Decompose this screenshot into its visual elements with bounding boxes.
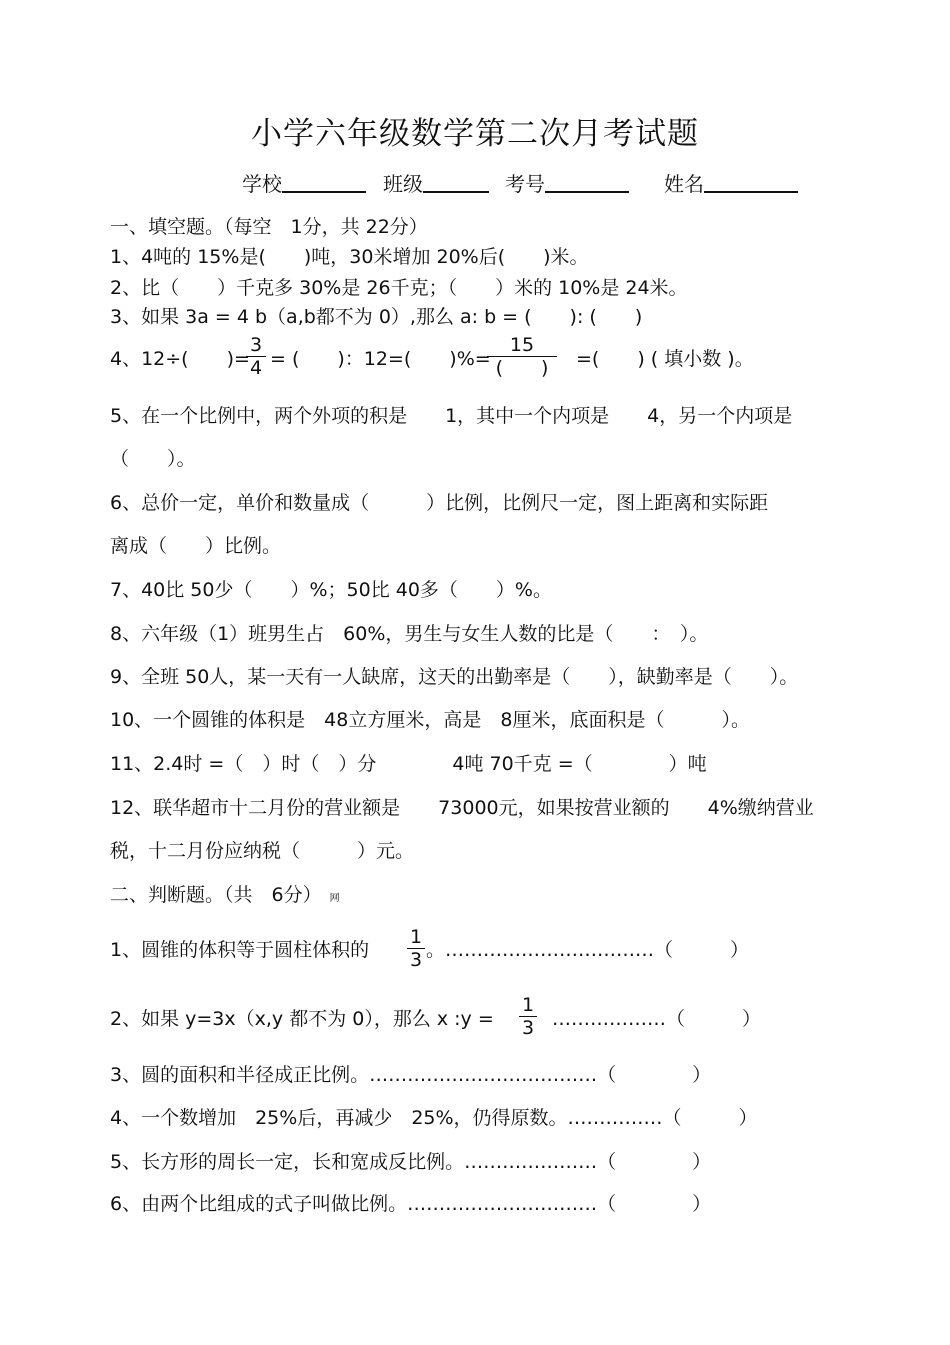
fill-question-8: 8、六年级（1）班男生占 60%，男生与女生人数的比是（ ： ）。 (110, 623, 709, 645)
judge-question-5: 5、长方形的周长一定，长和宽成反比例。…………………（ ） (110, 1151, 712, 1173)
judge-question-1-part-a: 1、圆锥的体积等于圆柱体积的 (110, 939, 370, 961)
fill-question-1: 1、4吨的 15%是( )吨，30米增加 20%后( )米。 (110, 246, 589, 268)
class-label: 班级 (383, 172, 423, 196)
fill-question-12: 12、联华超市十二月份的营业额是 73000元，如果按营业额的 4%缴纳营业 (110, 797, 814, 819)
fill-question-10: 10、一个圆锥的体积是 48立方厘米，高是 8厘米，底面积是（ ）。 (110, 709, 750, 731)
school-label: 学校 (242, 172, 282, 196)
fill-question-9: 9、全班 50人，某一天有一人缺席，这天的出勤率是（ ），缺勤率是（ ）。 (110, 666, 799, 688)
fraction-fifteen-over-blank (487, 334, 557, 379)
fill-question-4-part-a: 4、12÷( )= (110, 348, 250, 370)
section2-heading-mark: 网 (329, 893, 340, 904)
fill-question-6-continued: 离成（ ）比例。 (110, 535, 282, 557)
judge-question-4: 4、一个数增加 25%后，再减少 25%，仍得原数。……………（ ） (110, 1107, 758, 1129)
fraction-denominator: ( ) (487, 356, 557, 379)
fraction-denominator: 3 (519, 1016, 537, 1039)
judge-question-3: 3、圆的面积和半径成正比例。………………………………（ ） (110, 1064, 712, 1086)
judge-question-6: 6、由两个比组成的式子叫做比例。…………………………（ ） (110, 1193, 712, 1215)
judge-question-2-part-b: ………………（ ） (552, 1008, 762, 1030)
number-field (505, 171, 629, 197)
fill-question-7: 7、40比 50少（ ）%；50比 40多（ ）%。 (110, 579, 552, 601)
fraction-one-third (407, 926, 425, 971)
class-field (383, 171, 489, 197)
section2-heading-text: 二、判断题。（共 6分） (110, 884, 322, 906)
fill-question-2: 2、比（ ）千克多 30%是 26千克；（ ）米的 10%是 24米。 (110, 277, 688, 299)
fill-question-3: 3、如果 3a = 4 b（a,b都不为 0）,那么 a: b = ( ): ( ) (110, 306, 643, 328)
fill-question-5-continued: （ ）。 (110, 448, 196, 470)
section2-heading (110, 883, 340, 911)
fill-question-12-continued: 税，十二月份应纳税（ ）元。 (110, 840, 415, 862)
fraction-denominator: 4 (246, 356, 266, 379)
fill-question-4-part-c: =( ) ( 填小数 )。 (576, 348, 754, 370)
name-label: 姓名 (664, 172, 704, 196)
class-blank[interactable] (423, 171, 489, 193)
fraction-three-quarters (246, 334, 266, 379)
page-title: 小学六年级数学第二次月考试题 (251, 116, 699, 152)
judge-question-1-part-b: 。……………………………（ ） (426, 939, 750, 961)
fraction-one-third (519, 994, 537, 1039)
school-blank[interactable] (282, 171, 366, 193)
section1-heading: 一、填空题。（每空 1分，共 22分） (110, 216, 428, 238)
name-field (664, 171, 798, 197)
judge-question-2-part-a: 2、如果 y=3x（x,y 都不为 0），那么 x :y = (110, 1008, 494, 1030)
fraction-numerator: 3 (249, 334, 263, 356)
number-label: 考号 (505, 172, 545, 196)
number-blank[interactable] (545, 171, 629, 193)
school-field (242, 171, 366, 197)
fraction-numerator: 15 (509, 334, 535, 356)
fill-question-6: 6、总价一定，单价和数量成（ ）比例，比例尺一定，图上距离和实际距 (110, 492, 769, 514)
fill-question-5: 5、在一个比例中，两个外项的积是 1，其中一个内项是 4，另一个内项是 (110, 405, 793, 427)
fraction-numerator: 1 (409, 926, 423, 948)
fraction-numerator: 1 (521, 994, 535, 1016)
fill-question-11: 11、2.4时 =（ ）时（ ）分 4吨 70千克 =（ ）吨 (110, 753, 707, 775)
name-blank[interactable] (704, 171, 798, 193)
fraction-denominator: 3 (407, 948, 425, 971)
fill-question-4-part-b: = ( )：12=( )%= (270, 348, 491, 370)
